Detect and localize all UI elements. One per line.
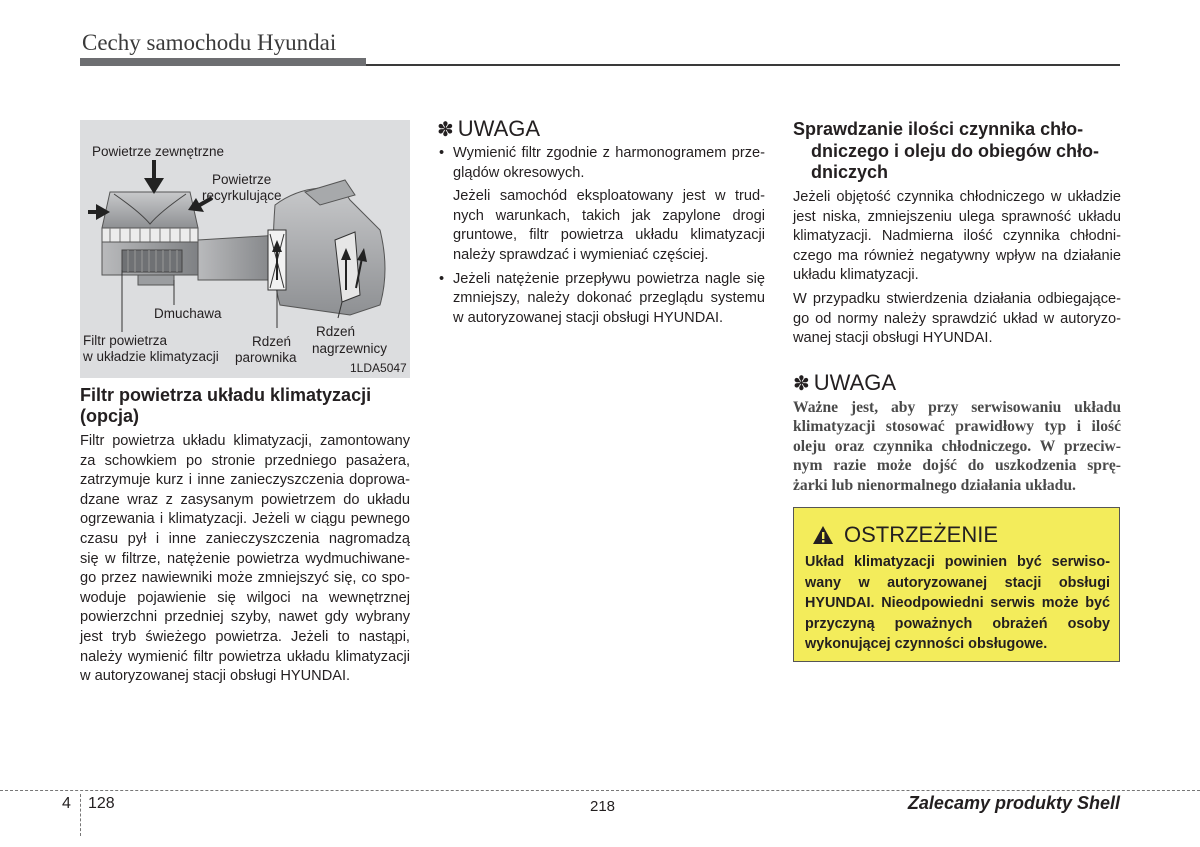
running-header-title: Cechy samochodu Hyundai [82, 30, 337, 55]
uwaga-heading-1: ✽ UWAGA [437, 116, 541, 141]
figure-code: 1LDA5047 [350, 361, 407, 375]
uwaga-list-1 [437, 144, 765, 328]
uwaga-heading-2: ✽ UWAGA [793, 370, 897, 395]
footer-page-number: 128 [88, 795, 115, 812]
refrigerant-paragraph-1: Jeżeli objętość czynnika chłodniczego w układzie jest niska, zmniejszeniu ulega sprawność układu klimatyzacji. Nadmierna ilość czynnika chłodni- czego ma również negatywny wpływ na działanie układu klimatyzacji. [793, 189, 1121, 284]
label-heater-1: Rdzeń [316, 324, 356, 339]
label-evaporator-1: Rdzeń [252, 334, 292, 349]
hvac-diagram [80, 120, 410, 378]
section-title-air-filter: Filtr powietrza układu klimatyzacji (opcja) [80, 385, 372, 426]
footer-section-number: 4 [62, 795, 71, 812]
footer-separator [80, 794, 81, 836]
warning-title: OSTRZEŻENIE [812, 522, 998, 548]
label-recirc-air-1: Powietrze [212, 172, 272, 187]
warning-box [793, 507, 1120, 662]
header-rule-thick [80, 58, 366, 66]
label-filter-2: w układzie klimatyzacji [83, 349, 219, 364]
label-filter-1: Filtr powietrza [83, 333, 168, 348]
list-item: • Wymienić filtr zgodnie z harmonogramem prze- glądów okresowych. Jeżeli samochód eksploatowany jest w trud- nych warunkach, takich jak zapylone drogi gruntowe, filtr powietrza układu klimatyzacji należy sprawdzać i wymieniać częściej. [437, 144, 765, 266]
asterisk-icon: ✽ [793, 373, 810, 395]
uwaga-paragraph-2: Ważne jest, aby przy serwisowaniu układu klimatyzacji stosować prawidłowy typ i ilość oleju oraz czynnika chłodniczego. W przeciw- nym razie może dojść do uszkodzenia sprę- żarki lub nienormalnego działania układu. [793, 399, 1121, 494]
section-title-refrigerant: Sprawdzanie ilości czynnika chło- dniczego i oleju do obiegów chło- dniczych [793, 119, 1099, 182]
label-evaporator-2: parownika [235, 350, 297, 365]
footer-divider [0, 790, 1200, 791]
header-rule-thin [366, 64, 1120, 66]
label-recirc-air-2: recyrkulujące [202, 188, 282, 203]
asterisk-icon: ✽ [437, 119, 454, 141]
label-outside-air: Powietrze zewnętrzne [92, 144, 225, 159]
air-filter-paragraph: Filtr powietrza układu klimatyzacji, zamontowany za schowkiem po stronie przedniego pasażera, zatrzymuje kurz i inne zanieczyszczenia doprowa- dzane wraz z zasysanym powietrzem do układu ogrzewania i klimatyzacji. Jeżeli w ciągu pewnego czasu pył i inne zanieczyszczenia nagromadzą się w filtrze, natężenie powietrza wydmuchiwane- go przez nawiewniki może zmniejszyć się, co spo- woduje pojawienie się wilgoci na wewnętrznej powierzchni przedniej szyby, nawet gdy wybrany jest tryb świeżego powietrza. Jeżeli to nastąpi, należy wymienić filtr powietrza układu klimatyzacji w autoryzowanej stacji obsługi HYUNDAI. [80, 433, 410, 685]
label-heater-2: nagrzewnicy [312, 341, 388, 356]
list-item: • Jeżeli natężenie przepływu powietrza nagle się zmniejszy, należy dokonać przeglądu systemu w autoryzowanej stacji obsługi HYUNDAI. [437, 270, 765, 329]
warning-text: Układ klimatyzacji powinien być serwiso- wany w autoryzowanej stacji obsługi HYUNDAI. Nieodpowiedni serwis może być przyczyną poważnych obrażeń osoby wykonującej czynności obsługowe. [805, 554, 1110, 652]
warning-triangle-icon [812, 525, 834, 545]
footer-tagline: Zalecamy produkty Shell [907, 793, 1120, 813]
label-blower: Dmuchawa [154, 306, 222, 321]
refrigerant-paragraph-2: W przypadku stwierdzenia działania odbiegające- go od normy należy sprawdzić układ w autoryzo- wanej stacji obsługi HYUNDAI. [793, 291, 1121, 347]
footer-sheet-number: 218 [590, 798, 616, 815]
